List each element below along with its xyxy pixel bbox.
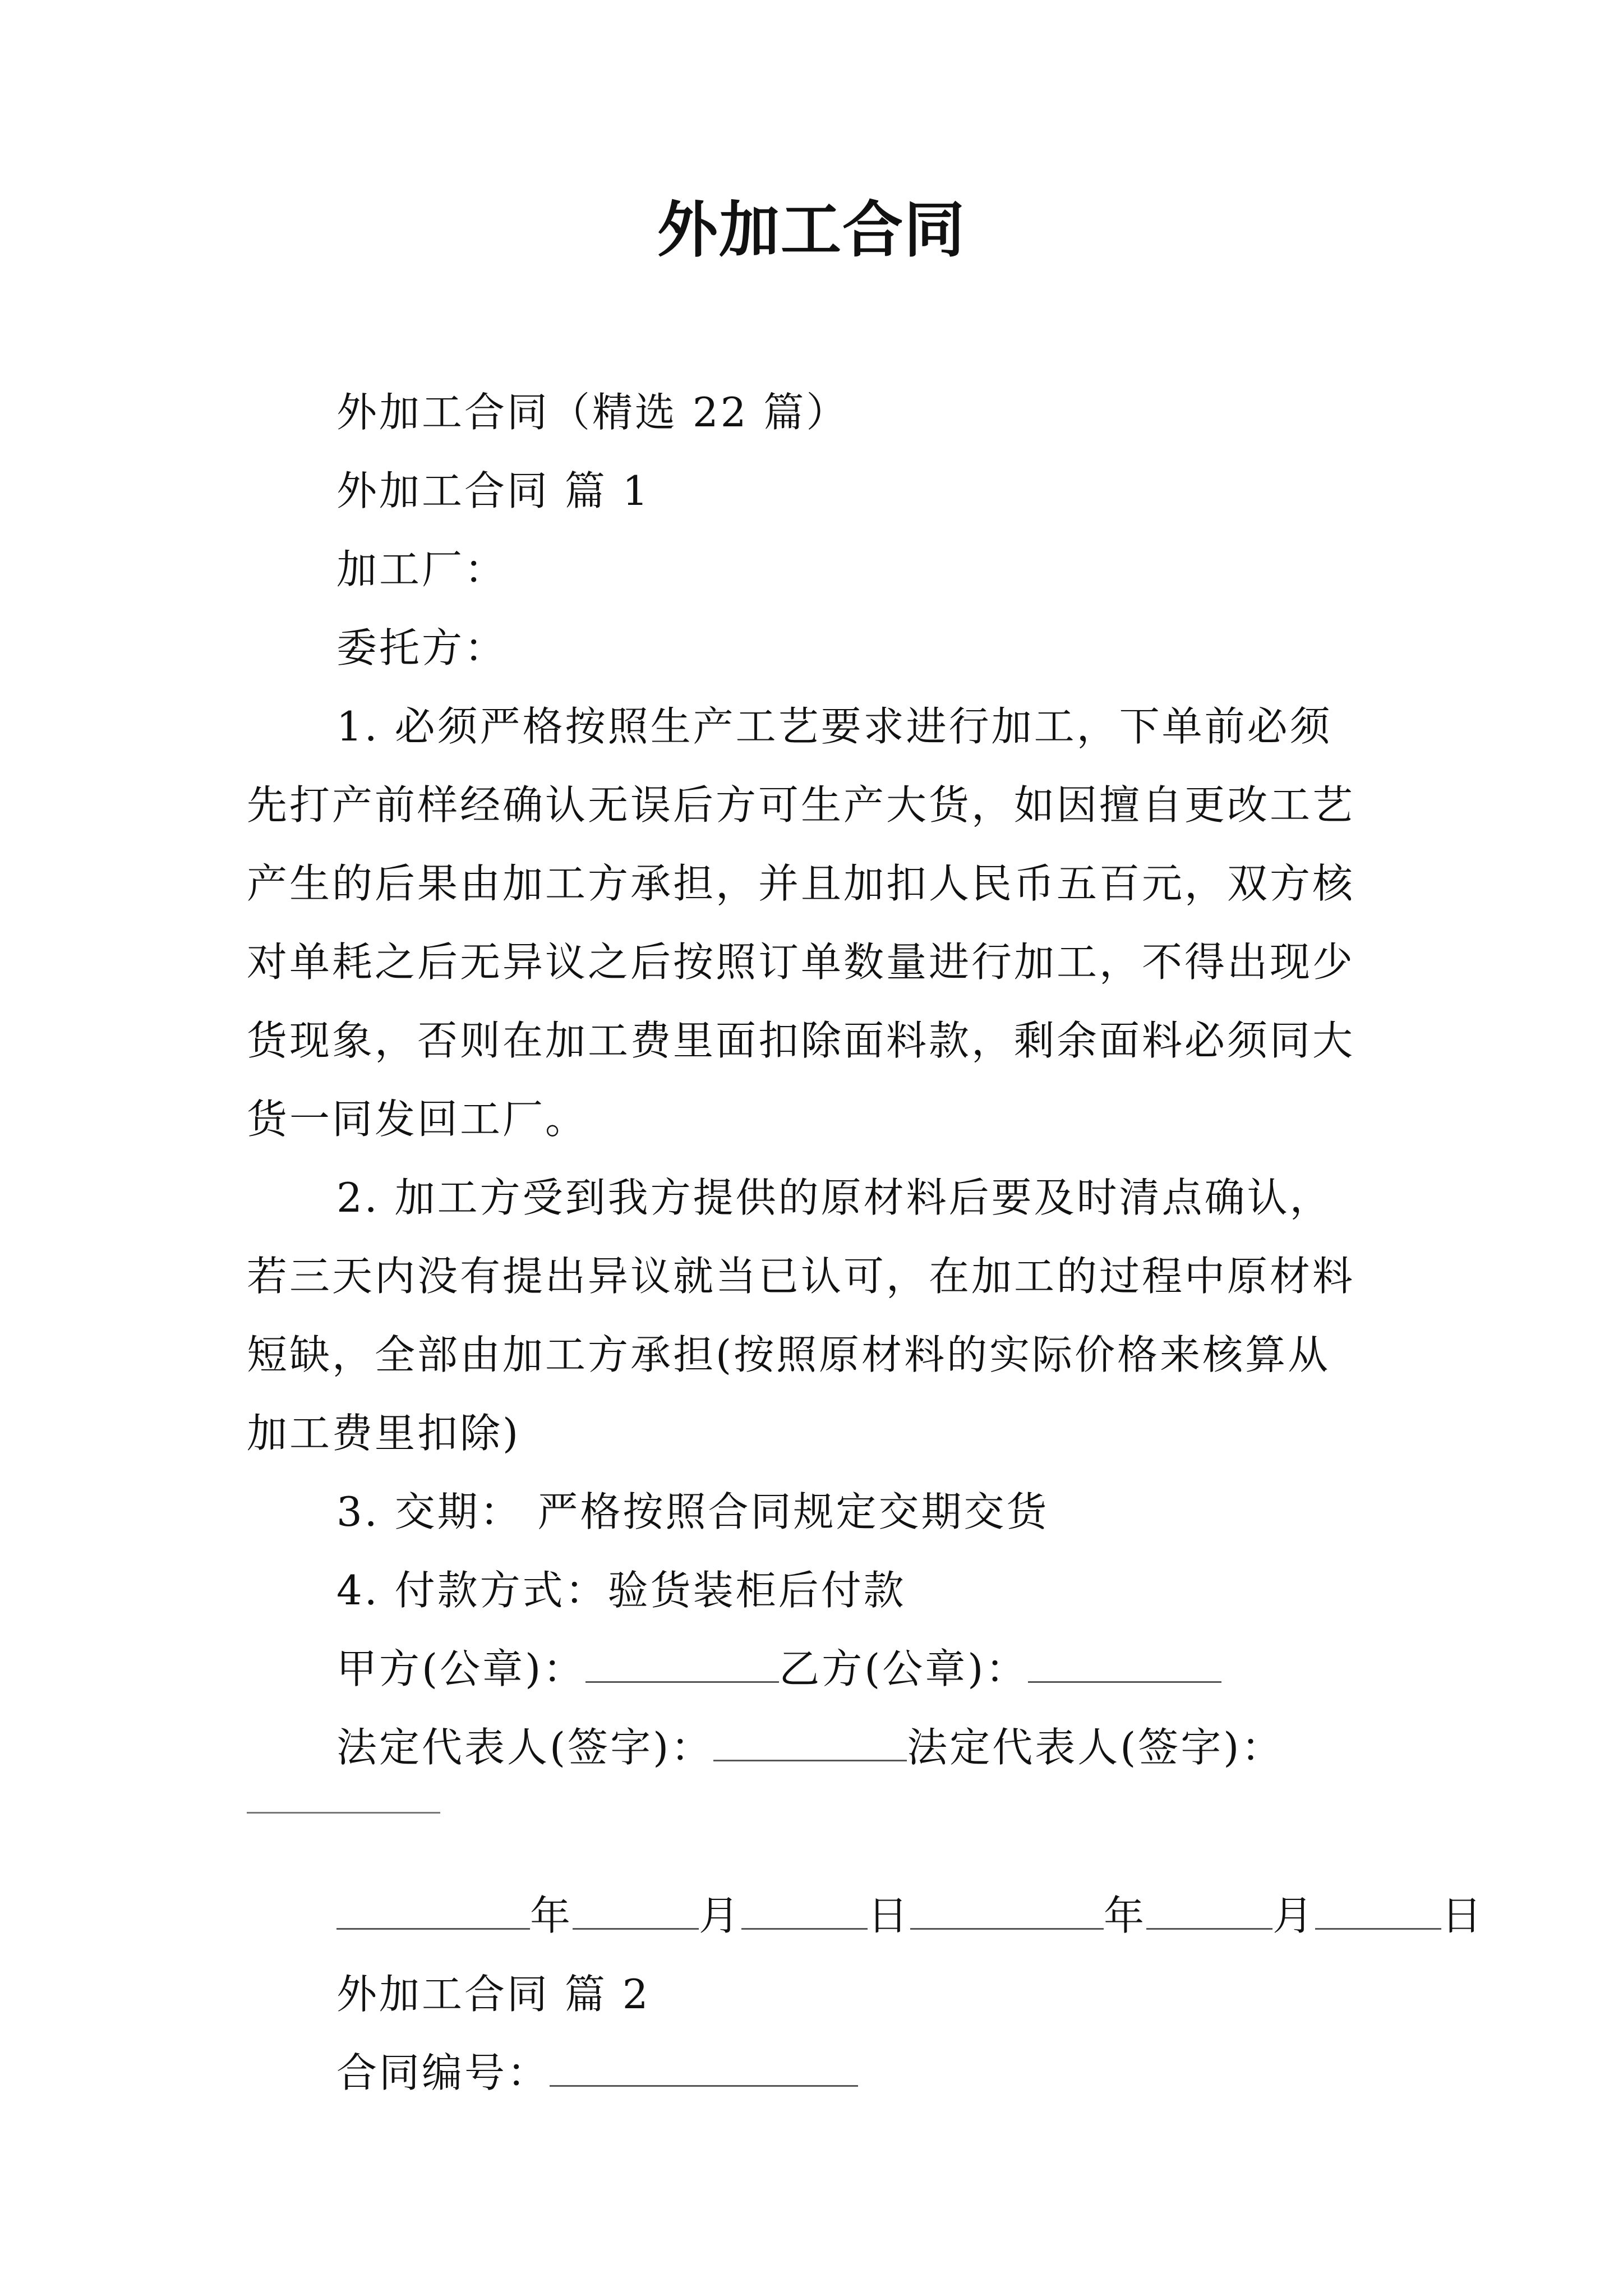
rep-b-blank [247, 1812, 440, 1814]
month-a-blank [573, 1895, 699, 1930]
clause-2-line: 短缺，全部由加工方承担(按照原材料的实际价格来核算从 [247, 1331, 1331, 1378]
clause-1-line: 先打产前样经确认无误后方可生产大货，如因擅自更改工艺 [247, 781, 1355, 829]
day-a-label: 日 [868, 1892, 911, 1939]
factory-label: 加工厂： [336, 546, 508, 593]
day-a-blank [741, 1895, 868, 1930]
year-b-label: 年 [1104, 1892, 1147, 1939]
section-1-heading: 外加工合同 篇 1 [336, 467, 651, 514]
party-b-seal-label: 乙方(公章)： [779, 1645, 1029, 1692]
document-title: 外加工合同 [657, 195, 966, 265]
year-a-label: 年 [530, 1892, 573, 1939]
clause-2-line: 若三天内没有提出异议就当已认可，在加工的过程中原材料 [247, 1253, 1355, 1300]
clause-2-line: 2. 加工方受到我方提供的原材料后要及时清点确认， [336, 1174, 1332, 1221]
rep-a-label: 法定代表人(签字)： [336, 1724, 714, 1771]
clause-3: 3. 交期： 严格按照合同规定交期交货 [336, 1488, 1049, 1535]
year-b-blank [910, 1895, 1104, 1930]
day-b-blank [1315, 1895, 1441, 1930]
clause-2-line: 加工费里扣除) [247, 1410, 521, 1457]
contract-number-label: 合同编号： [336, 2049, 550, 2096]
clause-1-line: 货一同发回工厂。 [247, 1096, 588, 1143]
month-b-blank [1146, 1895, 1272, 1930]
document-subtitle: 外加工合同（精选 22 篇） [336, 389, 849, 436]
clause-1-line: 产生的后果由加工方承担，并且加扣人民币五百元，双方核 [247, 860, 1355, 907]
day-b-label: 日 [1441, 1892, 1484, 1939]
clause-1-line: 对单耗之后无异议之后按照订单数量进行加工，不得出现少 [247, 938, 1355, 986]
signature-row [336, 1722, 1284, 1773]
rep-a-blank [713, 1727, 907, 1761]
contract-number-blank [550, 2053, 858, 2087]
party-a-seal-blank [585, 1649, 779, 1683]
clause-1-line: 货现象，否则在加工费里面扣除面料款，剩余面料必须同大 [247, 1017, 1355, 1064]
date-row [336, 1890, 1484, 1941]
client-label: 委托方： [336, 624, 508, 671]
seal-row [336, 1644, 1221, 1694]
year-a-blank [336, 1895, 530, 1930]
party-b-seal-blank [1028, 1649, 1221, 1683]
rep-b-label: 法定代表人(签字)： [907, 1724, 1284, 1771]
clause-4: 4. 付款方式：验货装柜后付款 [336, 1567, 906, 1614]
month-b-label: 月 [1272, 1892, 1316, 1939]
party-a-seal-label: 甲方(公章)： [336, 1645, 586, 1692]
contract-number-row [336, 2047, 858, 2098]
section-2-heading: 外加工合同 篇 2 [336, 1971, 651, 2018]
clause-1-line: 1. 必须严格按照生产工艺要求进行加工，下单前必须 [336, 703, 1332, 750]
month-a-label: 月 [699, 1892, 742, 1939]
